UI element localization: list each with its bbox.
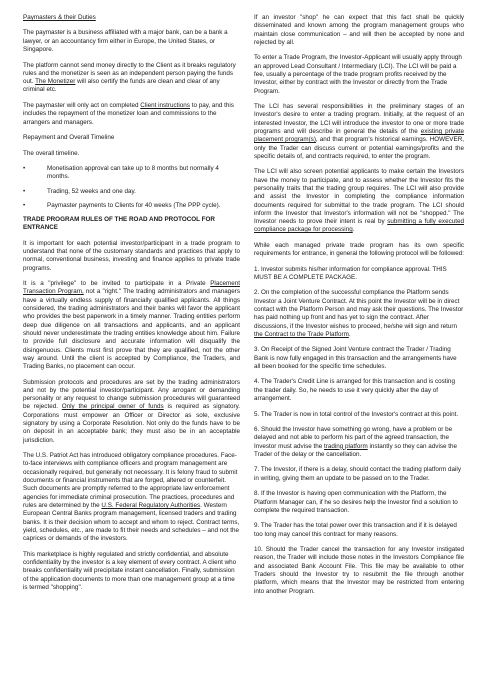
text-span: . — [348, 330, 351, 338]
text-span: The LCI will also screen potential applicants to make certain the Investors have the money to participate, and to assess whether the Investor fits the personality traits that the trading group requires. The LCI will also provide and assist the Investor in completing the compliance information documents required for submittal to the trade program. The LCI should inform the Investor that Investor's information will not be "shopped." The Investor needs to prove their intent is real by — [254, 168, 464, 226]
list-item — [23, 165, 240, 182]
text-span: It is a "privilege" to be invited to participate in a Private — [23, 280, 211, 288]
underlined-text: trading platform — [324, 442, 368, 450]
protocol-step-7: 7. The Investor, if there is a delay, should contact the trading platform daily in writing, giving them an update to be passed on to the Trader. — [254, 466, 461, 482]
paragraph: To enter a Trade Program, the Investor-Applicant will usually apply through an approved Lead Consultant / Intermediary (LCI). The LCI will be paid a fee, usually a percentage of the trade program profits received by the Investor, either by contract with the Investor or directly from the Trade Program. — [254, 54, 462, 95]
paragraph: If an investor "shop" he can expect that this fact shall be quickly disseminated and known among the program management groups who maintain close communication – and will then be accepted by none and rejected by all. — [254, 14, 464, 46]
bullet-icon: • — [23, 187, 26, 195]
protocol-step-10: 10. Should the Trader cancel the transaction for any Investor instigated reason, the Trader will include those notes in the Investors Compliance file and associated Bank Account File. This file may be available to other Traders should the Investor try to resubmit the file through another platform, which means that the Investor may be restricted from entering into another Program. — [254, 546, 464, 595]
underlined-text: Placement Transaction Program, — [23, 280, 240, 296]
paragraph: The paymaster is a business affiliated with a major bank, can be a bank a lawyer, or an accountancy firm either in Europe, the United States, or Singapore. — [23, 29, 228, 54]
paragraph — [254, 103, 464, 161]
text-span: will also certify the funds are clean and clear of any criminal etc. — [23, 78, 220, 94]
bullet-icon: • — [23, 164, 26, 172]
text-span: 2. On the completion of the successful compliance the Platform sends Investor a Joint Venture Contract. At this point the Investor will be in direct contact with the Platform Person and may ask their questions. The Investor has paid nothing up front and has yet to sign the contract. After discussions, if the Investor wishes to proceed, he/she will sign and return — [254, 289, 464, 330]
underlined-text: the Contract to the Trade Platform — [254, 330, 349, 338]
underlined-text: Client instructions — [140, 101, 190, 109]
list-item-text: Trading, 52 weeks and one day. — [47, 187, 136, 195]
underlined-text: Only the principal owner of funds — [61, 403, 164, 411]
paragraph: It is important for each potential investor/participant in a trade program to understand that none of the customary standards and practices that apply to normal, conventional business, investing and finance applies to private trade programs. — [23, 239, 240, 272]
underlined-text: U.S. Federal Regulatory Authorities — [101, 501, 201, 509]
text-span: not a "right." The trading administrators and managers have a virtually endless supply of financially qualified applicants. All things considered, the trading administrators and their banks will favor the applicant who provides the best paperwork in a timely manner. Trading entities perform deep due diligence on all transactions and applicants, and an applicant should never underestimate the trading entities knowledge about him. Failure to provide full disclosure and accurate information will disqualify the disingenuous. Clients must first prove that they are qualified, not the other way around. Until the client is accepted by Compliance, the Traders, and Trading Banks, no placement can occur. — [23, 288, 240, 371]
underlined-text: The Monetizer — [35, 78, 76, 86]
text-span: to pay, and this includes the repayment of the monetizer loan and commissions to the arrangers and managers. — [23, 101, 234, 126]
protocol-step-8: 8. If the Investor is having open communication with the Platform, the Platform Manager can, if he so desires help the Investor find a solution to complete the required transaction. — [254, 490, 458, 514]
timeline-list — [23, 165, 240, 210]
list-item-text: Monetisation approval can take up to 8 months but normally 4 months. — [47, 164, 219, 181]
paragraph — [254, 168, 464, 234]
protocol-step-1: 1. Investor submits his/her information for compliance approval. THIS MUST BE A COMPLETE PACKAGE. — [254, 265, 447, 281]
list-item — [23, 188, 240, 196]
list-item-text: Paymaster payments to Clients for 40 weeks (The PPP cycle). — [47, 201, 221, 209]
bullet-icon: • — [23, 201, 26, 209]
paragraph — [23, 102, 240, 127]
paragraph — [23, 280, 240, 371]
right-column — [254, 14, 464, 679]
paymasters-heading: Paymasters & their Duties — [23, 14, 96, 21]
section-title: TRADE PROGRAM RULES OF THE ROAD AND PROTOCOL FOR ENTRANCE — [23, 216, 215, 232]
text-span: 6. Should the Investor have something go wrong, have a problem or be delayed and not able to perform his part of the agreed transaction, the Investor must advise the — [254, 426, 453, 450]
list-item — [23, 202, 240, 210]
text-span: The paymaster will only act on completed — [23, 101, 141, 109]
protocol-step-2 — [254, 289, 464, 339]
text-span: instantly so they can advise the Trader of the delay or the cancellation. — [254, 442, 458, 458]
paragraph — [23, 379, 240, 445]
protocol-step-5: 5. The Trader is now in total control of the Investor's contract at this point. — [254, 410, 459, 418]
paragraph: This marketplace is highly regulated and strictly confidential, and absolute confidentiality by the investor is a key element of every contract. A client who breaks confidentiality will precipitate instant cancellation. Finally, submission of the application documents to more than one management group at a time is termed "shopping". — [23, 550, 237, 591]
repayment-subheading: Repayment and Overall Timeline — [23, 134, 115, 142]
text-span: , and that program's historical earnings. HOWEVER, only the Trader can discuss current or potential earnings/profits and the specific details of, and contracts required, to enter the program. — [254, 136, 464, 160]
paragraph: While each managed private trade program has its own specific requirements for entrance, in general the following protocol will be followed: — [254, 241, 465, 258]
protocol-step-6 — [254, 426, 464, 459]
text-span: Submission protocols and procedures are set by the trading administrators and not by the potential investor/participant. Any arrogant or demanding personality or any request to change submission procedures will guaranteed be rejected. — [23, 378, 240, 411]
left-column — [23, 14, 240, 679]
protocol-step-9: 9. The Trader has the total power over this transaction and if it is delayed too long may cancel this contract for many reasons. — [254, 522, 457, 538]
paragraph — [23, 62, 240, 95]
protocol-step-3: 3. On Receipt of the Signed Joint Venture contract the Trader / Trading Bank is now fully engaged in this transaction and the arrangements have all been booked for the specific time schedules. — [254, 346, 457, 370]
text-span: . — [352, 226, 355, 234]
text-span: The platform cannot send money directly to the Client as it breaks regulatory rules and the monetizer is seen as an independent person paying the funds out. — [23, 61, 236, 86]
text-span: . Western European Central Banks program management, licensed traders and trading banks. It is their decision whom to accept and whom to reject. Contract terms, yield, schedules, etc., are made to fit their needs and schedules – and not the caprices or demands of the investors. — [23, 501, 240, 543]
text-span: is required as signatory. Corporations must empower an Officer or Director as sole, exclusive signatory by using a Corporate Resolution. Not only do the funds have to be on deposit in an acceptable bank; they must also be in an acceptable jurisdiction. — [23, 403, 240, 444]
underlined-text: existing private placement program(s) — [254, 127, 465, 144]
underlined-text: submitting a fully executed compliance package for processing — [254, 218, 464, 234]
text-span: The LCI has several responsibilities in the preliminary stages of an Investor's desire to enter a trading program. Initially, at the request of an interested Investor, the LCI will introduce the investor to one or more trade programs and will describe in general the details of the — [254, 103, 464, 135]
timeline-label: The overall timeline. — [23, 149, 80, 157]
protocol-step-4: 4. The Trader's Credit Line is arranged for this transaction and is costing the trader daily. So, he needs to use it very quickly after the day of arrangement. — [254, 378, 455, 403]
text-span: The U.S. Patriot Act has introduced obligatory compliance procedures. Face-to-face interviews with compliance officers and program management are occasionally required, but generally not necessary. It is felony fraud to submit documents or financial instruments that are forged, altered or counterfeit. Such documents are promptly referred to the appropriate law enforcement agencies for immediate criminal prosecution. The practices, procedures and rules are determined by the — [23, 452, 238, 509]
paragraph — [23, 452, 240, 543]
